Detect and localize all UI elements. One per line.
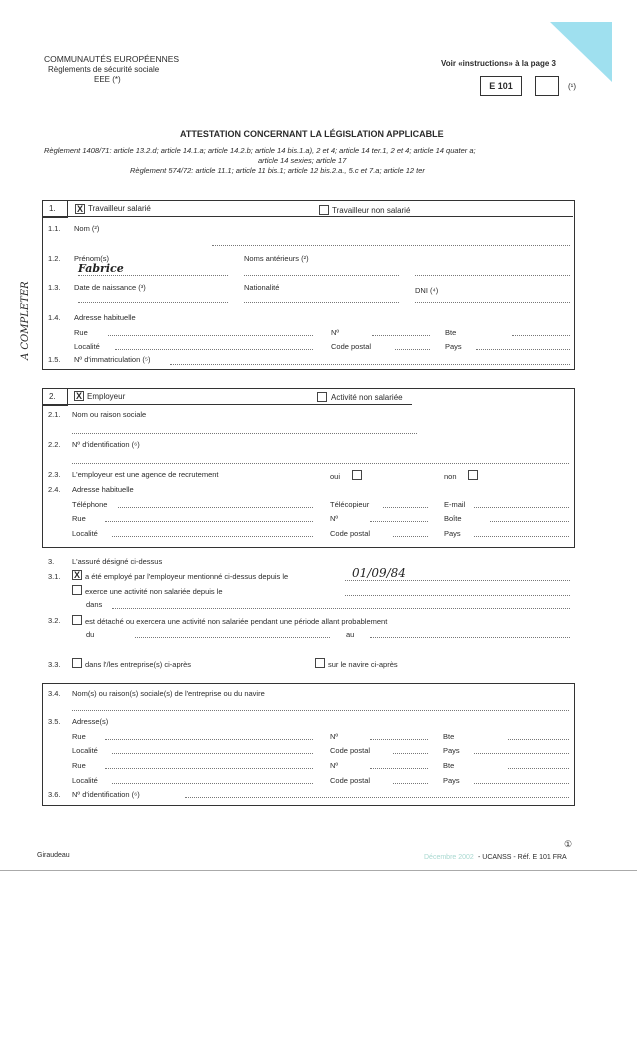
identification-label: Nº d'identification (⁶)	[72, 790, 140, 799]
nom-entreprise-label: Nom(s) ou raison(s) sociale(s) de l'entreprise ou du navire	[72, 689, 265, 698]
detache-checkbox[interactable]	[72, 615, 82, 625]
email-field[interactable]	[474, 507, 569, 508]
email-label: E-mail	[444, 500, 466, 509]
dans-label: dans	[86, 600, 103, 609]
salarie-checkbox[interactable]: X	[76, 204, 83, 214]
page-bottom-edge	[0, 870, 637, 871]
page-title: ATTESTATION CONCERNANT LA LÉGISLATION APPLICABLE	[180, 129, 444, 139]
bte-label: Bte	[445, 328, 457, 337]
salarie-label: Travailleur salarié	[88, 204, 151, 213]
iles-checkbox[interactable]	[72, 658, 82, 668]
noms-anterieurs-field[interactable]	[244, 275, 399, 276]
adresse-label: Adresse habituelle	[74, 313, 136, 322]
nom-field[interactable]	[212, 245, 570, 246]
telecopieur-field[interactable]	[383, 507, 428, 508]
dni-field[interactable]	[415, 302, 570, 303]
oui-checkbox[interactable]	[352, 470, 362, 480]
regulation-line-2: article 14 sexies; article 17	[258, 156, 347, 165]
section-34-frame	[42, 683, 575, 806]
localite-field[interactable]	[115, 349, 313, 350]
code-postal-label: Code postal	[330, 776, 371, 785]
rue-field[interactable]	[105, 521, 313, 522]
bte-field[interactable]	[508, 739, 569, 740]
rue-field[interactable]	[105, 768, 313, 769]
item-number: 1.3.	[48, 283, 61, 292]
exerce-label: exerce une activité non salariée depuis le	[85, 587, 223, 596]
identification-field[interactable]	[185, 797, 569, 798]
section-3-num: 3.	[48, 557, 55, 566]
immatriculation-label: Nº d'immatriculation (⁵)	[74, 355, 151, 364]
code-postal-label: Code postal	[330, 746, 371, 755]
localite-field[interactable]	[112, 783, 313, 784]
handwritten-side-note: A COMPLETER	[20, 281, 31, 360]
localite-label: Localité	[72, 746, 98, 755]
naissance-label: Date de naissance (³)	[74, 283, 146, 292]
form-code-box	[535, 76, 559, 96]
identification-label: Nº d'identification (⁶)	[72, 440, 140, 449]
prenom-label: Prénom(s)	[74, 254, 110, 263]
bte-label: Bte	[443, 732, 455, 741]
detache-label: est détaché ou exercera une activité non salariée pendant une période allant probablement	[85, 617, 388, 626]
code-postal-field[interactable]	[393, 536, 428, 537]
section-1-header-rule	[42, 216, 573, 217]
employe-label: a été employé par l'employeur mentionné ci-dessus depuis le	[85, 572, 289, 581]
non-salarie-checkbox[interactable]	[319, 205, 329, 215]
non-checkbox[interactable]	[468, 470, 478, 480]
dni-label: DNI (⁴)	[415, 286, 439, 295]
rue-label: Rue	[72, 732, 86, 741]
telecopieur-label: Télécopieur	[330, 500, 370, 509]
pays-label: Pays	[444, 529, 461, 538]
header-org2: Règlements de sécurité sociale	[48, 65, 160, 74]
boite-field[interactable]	[490, 521, 569, 522]
item-number: 2.3.	[48, 470, 61, 479]
activite-non-salariee-checkbox[interactable]	[317, 392, 327, 402]
header-org1: COMMUNAUTÉS EUROPÉENNES	[44, 54, 180, 64]
nom-label: Nom (²)	[74, 224, 100, 233]
item-number: 3.1.	[48, 572, 61, 581]
du-label: du	[86, 630, 95, 639]
code-postal-field[interactable]	[393, 783, 428, 784]
form-code: E 101	[480, 76, 522, 96]
rue-field[interactable]	[108, 335, 313, 336]
non-salarie-label: Travailleur non salarié	[332, 206, 411, 215]
item-number: 3.2.	[48, 616, 61, 625]
page-number: ①	[564, 839, 573, 849]
item-number: 3.4.	[48, 689, 61, 698]
no-label: Nº	[330, 761, 339, 770]
code-postal-field[interactable]	[393, 753, 428, 754]
dans-field[interactable]	[112, 608, 570, 609]
no-field[interactable]	[370, 521, 428, 522]
adresses-label: Adresse(s)	[72, 717, 109, 726]
footer-ref: - UCANSS - Réf. E 101 FRA	[478, 854, 567, 861]
localite-label: Localité	[72, 529, 98, 538]
prenom-value[interactable]: Fabrice	[78, 262, 124, 275]
code-postal-field[interactable]	[395, 349, 430, 350]
no-label: Nº	[331, 328, 340, 337]
pays-field[interactable]	[474, 536, 569, 537]
item-number: 2.4.	[48, 485, 61, 494]
instructions-note: Voir «instructions» à la page 3	[441, 59, 556, 68]
localite-label: Localité	[72, 776, 98, 785]
code-postal-label: Code postal	[331, 342, 372, 351]
localite-field[interactable]	[112, 753, 313, 754]
regulation-line-3: Règlement 574/72: article 11.1; article 11 bis.1; article 12 bis.2.a., 5.c et 7.a; article 12 ter	[130, 166, 425, 175]
no-label: Nº	[330, 514, 339, 523]
naissance-field[interactable]	[78, 302, 228, 303]
corner-marker	[550, 22, 612, 82]
employe-date-field[interactable]	[345, 580, 570, 581]
item-number: 3.5.	[48, 717, 61, 726]
agence-label: L'employeur est une agence de recrutement	[72, 470, 219, 479]
bte-label: Bte	[443, 761, 455, 770]
employeur-checkbox[interactable]: X	[75, 391, 82, 401]
pays-label: Pays	[443, 776, 460, 785]
adresse-label: Adresse habituelle	[72, 485, 134, 494]
raison-sociale-field[interactable]	[72, 433, 417, 434]
pays-field[interactable]	[474, 783, 569, 784]
regulation-line-1: Règlement 1408/71: article 13.2.d; article 14.1.a; article 14.2.b; article 14 bis.1.a), 2 et 4; article 14 ter.1, 2 et 4; article 14 quater a;	[44, 146, 476, 155]
section-2-header-rule	[42, 404, 412, 405]
footer-date: Décembre 2002	[424, 854, 474, 861]
no-field[interactable]	[372, 335, 430, 336]
exerce-checkbox[interactable]	[72, 585, 82, 595]
pays-label: Pays	[443, 746, 460, 755]
item-number: 1.5.	[48, 355, 61, 364]
rue-label: Rue	[72, 761, 86, 770]
nom-entreprise-field[interactable]	[72, 710, 569, 711]
item-number: 1.1.	[48, 224, 61, 233]
du-field[interactable]	[135, 637, 330, 638]
au-field[interactable]	[370, 637, 570, 638]
telephone-label: Téléphone	[72, 500, 108, 509]
nationalite-field[interactable]	[244, 302, 399, 303]
item-number: 3.3.	[48, 660, 61, 669]
section-2-num: 2.	[49, 392, 56, 401]
employe-date-value[interactable]: 01/09/84	[352, 566, 406, 580]
noms-anterieurs-label: Noms antérieurs (²)	[244, 254, 309, 263]
navire-checkbox[interactable]	[315, 658, 325, 668]
assure-label: L'assuré désigné ci-dessus	[72, 557, 163, 566]
header-org3: EEE (*)	[94, 75, 121, 84]
telephone-field[interactable]	[118, 507, 313, 508]
section-1-num: 1.	[49, 204, 56, 213]
au-label: au	[346, 630, 355, 639]
bte-field[interactable]	[508, 768, 569, 769]
noms-anterieurs-field-2[interactable]	[415, 275, 570, 276]
no-field[interactable]	[370, 739, 428, 740]
employe-checkbox[interactable]: X	[73, 570, 80, 580]
employeur-label: Employeur	[87, 392, 126, 401]
item-number: 2.2.	[48, 440, 61, 449]
printer-name: Giraudeau	[37, 852, 70, 859]
non-label: non	[444, 472, 457, 481]
raison-sociale-label: Nom ou raison sociale	[72, 410, 147, 419]
pays-label: Pays	[445, 342, 462, 351]
rue-label: Rue	[72, 514, 86, 523]
localite-field[interactable]	[112, 536, 313, 537]
no-field[interactable]	[370, 768, 428, 769]
item-number: 2.1.	[48, 410, 61, 419]
rue-label: Rue	[74, 328, 88, 337]
prenom-field[interactable]	[78, 275, 228, 276]
immatriculation-field[interactable]	[170, 364, 570, 365]
identification-field[interactable]	[72, 463, 569, 464]
code-postal-label: Code postal	[330, 529, 371, 538]
no-label: Nº	[330, 732, 339, 741]
nationalite-label: Nationalité	[244, 283, 280, 292]
item-number: 1.2.	[48, 254, 61, 263]
pays-field[interactable]	[476, 349, 570, 350]
exerce-date-field[interactable]	[345, 595, 570, 596]
oui-label: oui	[330, 472, 341, 481]
pays-field[interactable]	[474, 753, 569, 754]
item-number: 1.4.	[48, 313, 61, 322]
form-ref-note: (¹)	[568, 82, 576, 91]
iles-label: dans l'/les entreprise(s) ci-après	[85, 660, 192, 669]
rue-field[interactable]	[105, 739, 313, 740]
item-number: 3.6.	[48, 790, 61, 799]
navire-label: sur le navire ci-après	[328, 660, 398, 669]
activite-non-salariee-label: Activité non salariée	[331, 393, 403, 402]
localite-label: Localité	[74, 342, 100, 351]
bte-field[interactable]	[512, 335, 570, 336]
boite-label: Boîte	[444, 514, 462, 523]
